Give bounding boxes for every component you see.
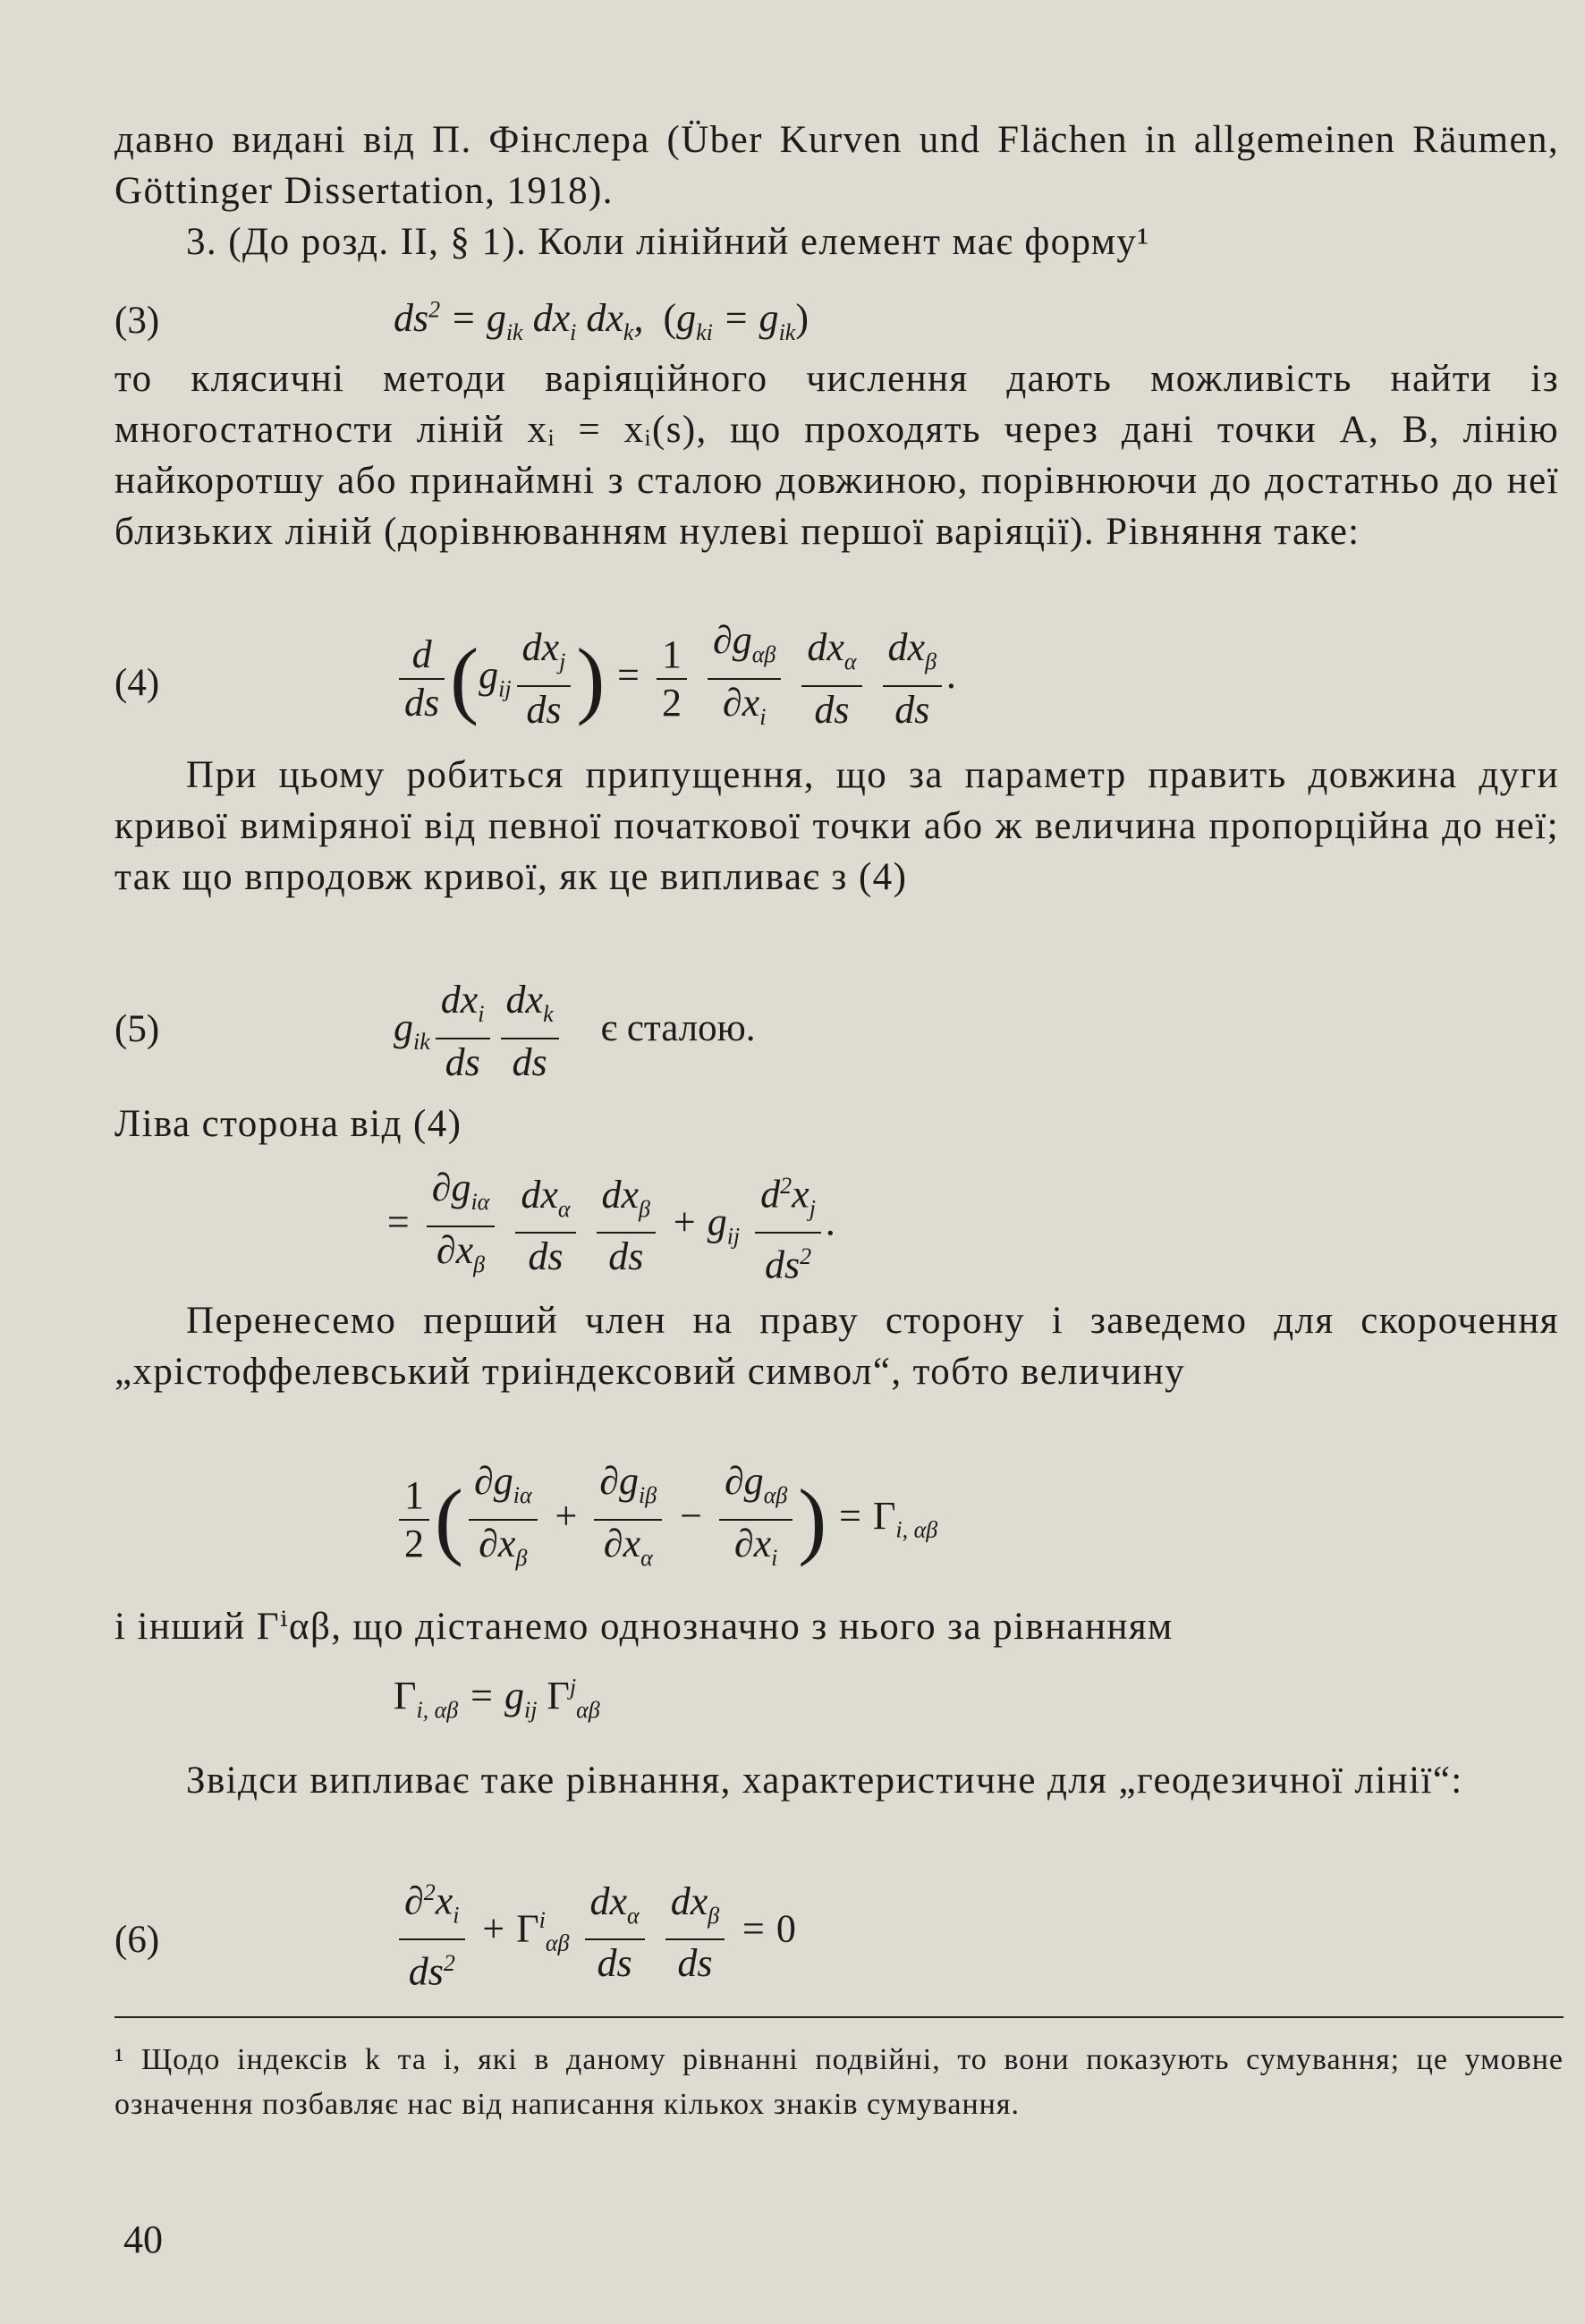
equation-4: $\frac{d}{ds}$ ($g_{ij}$ $\frac{dx_j}{ds}$ ) = $\frac{1}{2}$ $\frac{\partial g_{\alpha\beta}}{\partial x_i}$ $\frac{dx_\alpha}{ds}$ $\frac{dx_\beta}{ds}$ . — [394, 617, 957, 741]
paragraph-section-3: 3. (До розд. II, § 1). Коли лінійний елемент має форму¹ — [186, 221, 1150, 263]
equation-number-5: (5) — [114, 1008, 160, 1050]
paragraph-left-side: Ліва сторона від (4) — [114, 1103, 462, 1145]
paragraph-intro: давно видані від П. Фінслера (Über Kurven und Flächen in allgemeinen Räumen, Göttinger Dissertation, 1918). — [114, 119, 1559, 212]
equation-index-lowering: $\Gamma_{i, \alpha\beta} = g_{ij}$ $\Gamma^j_{\alpha\beta}$ — [394, 1674, 600, 1723]
equation-left-side-expansion: = $\frac{\partial g_{i\alpha}}{\partial x_\beta}$ $\frac{dx_\alpha}{ds}$ $\frac{dx_\beta}{ds}$ + $g_{ij}$ $\frac{d^2x_j}{ds^2}$ . — [385, 1165, 836, 1288]
paragraph-geodesic: Звідси випливає таке рівнання, характеристичне для „геодезичної лінії“: — [186, 1760, 1463, 1802]
paragraph-second-kind: і інший Γⁱαβ, що дістанемо однозначно з нього за рівнанням — [114, 1606, 1174, 1648]
equation-christoffel-first-kind: $\frac{1}{2}$ ( $\frac{\partial g_{i\alpha}}{\partial x_\beta}$ + $\frac{\partial g_{i\beta}}{\partial x_\alpha}$ − $\frac{\partial g_{\alpha\beta}}{\partial x_i}$ ) = $\Gamma_{i, \alpha\beta}$ — [394, 1458, 937, 1582]
paragraph-christoffel: Перенесемо перший член на праву сторону і заведемо для скорочення „хрістоффелевський триіндексовий символ“, тобто величину — [114, 1300, 1559, 1393]
paragraph-variational: то клясичні методи варіяційного числення дають можливість найти із многостатности ліній xᵢ = xᵢ(s), що проходять через дані точки A, B, лінію найкоротшу або принаймні з сталою довжиною, порівнюючи до достатньо до неї близьких ліній (дорівнюванням нулеві першої варіяції). Рівняння таке: — [114, 358, 1559, 553]
footnote-rule — [114, 2016, 1564, 2018]
equation-3: $ds^2 = g_{ik}$ $dx_i$ $dx_k$, $(g_{ki} = g_{ik})$ — [394, 296, 809, 345]
page-number: 40 — [123, 2218, 163, 2261]
equation-number-6: (6) — [114, 1919, 160, 1961]
equation-number-4: (4) — [114, 662, 160, 704]
equation-5-text: є сталою. — [600, 1006, 756, 1049]
equation-5: $g_{ik}$ $\frac{dx_i}{ds}$ $\frac{dx_k}{ds}$ є сталою. — [394, 978, 756, 1084]
footnote: ¹ Щодо індексів k та i, які в даному рівнанні подвійні, то вони показують сумування; це умовне означення позбавляє нас від написання кількох знаків сумування. — [114, 2043, 1564, 2121]
paragraph-assumption: При цьому робиться припущення, що за параметр править довжина дуги кривої виміряної від певної початкової точки або ж величина пропорційна до неї; так що впродовж кривої, як це випливає з (4) — [114, 754, 1559, 898]
equation-number-3: (3) — [114, 300, 160, 342]
equation-6-geodesic: $\frac{\partial^2x_i}{ds^2}$ + $\Gamma^i_{\alpha\beta}$ $\frac{dx_\alpha}{ds}$ $\frac{dx_\beta}{ds}$ = 0 — [394, 1870, 796, 1996]
